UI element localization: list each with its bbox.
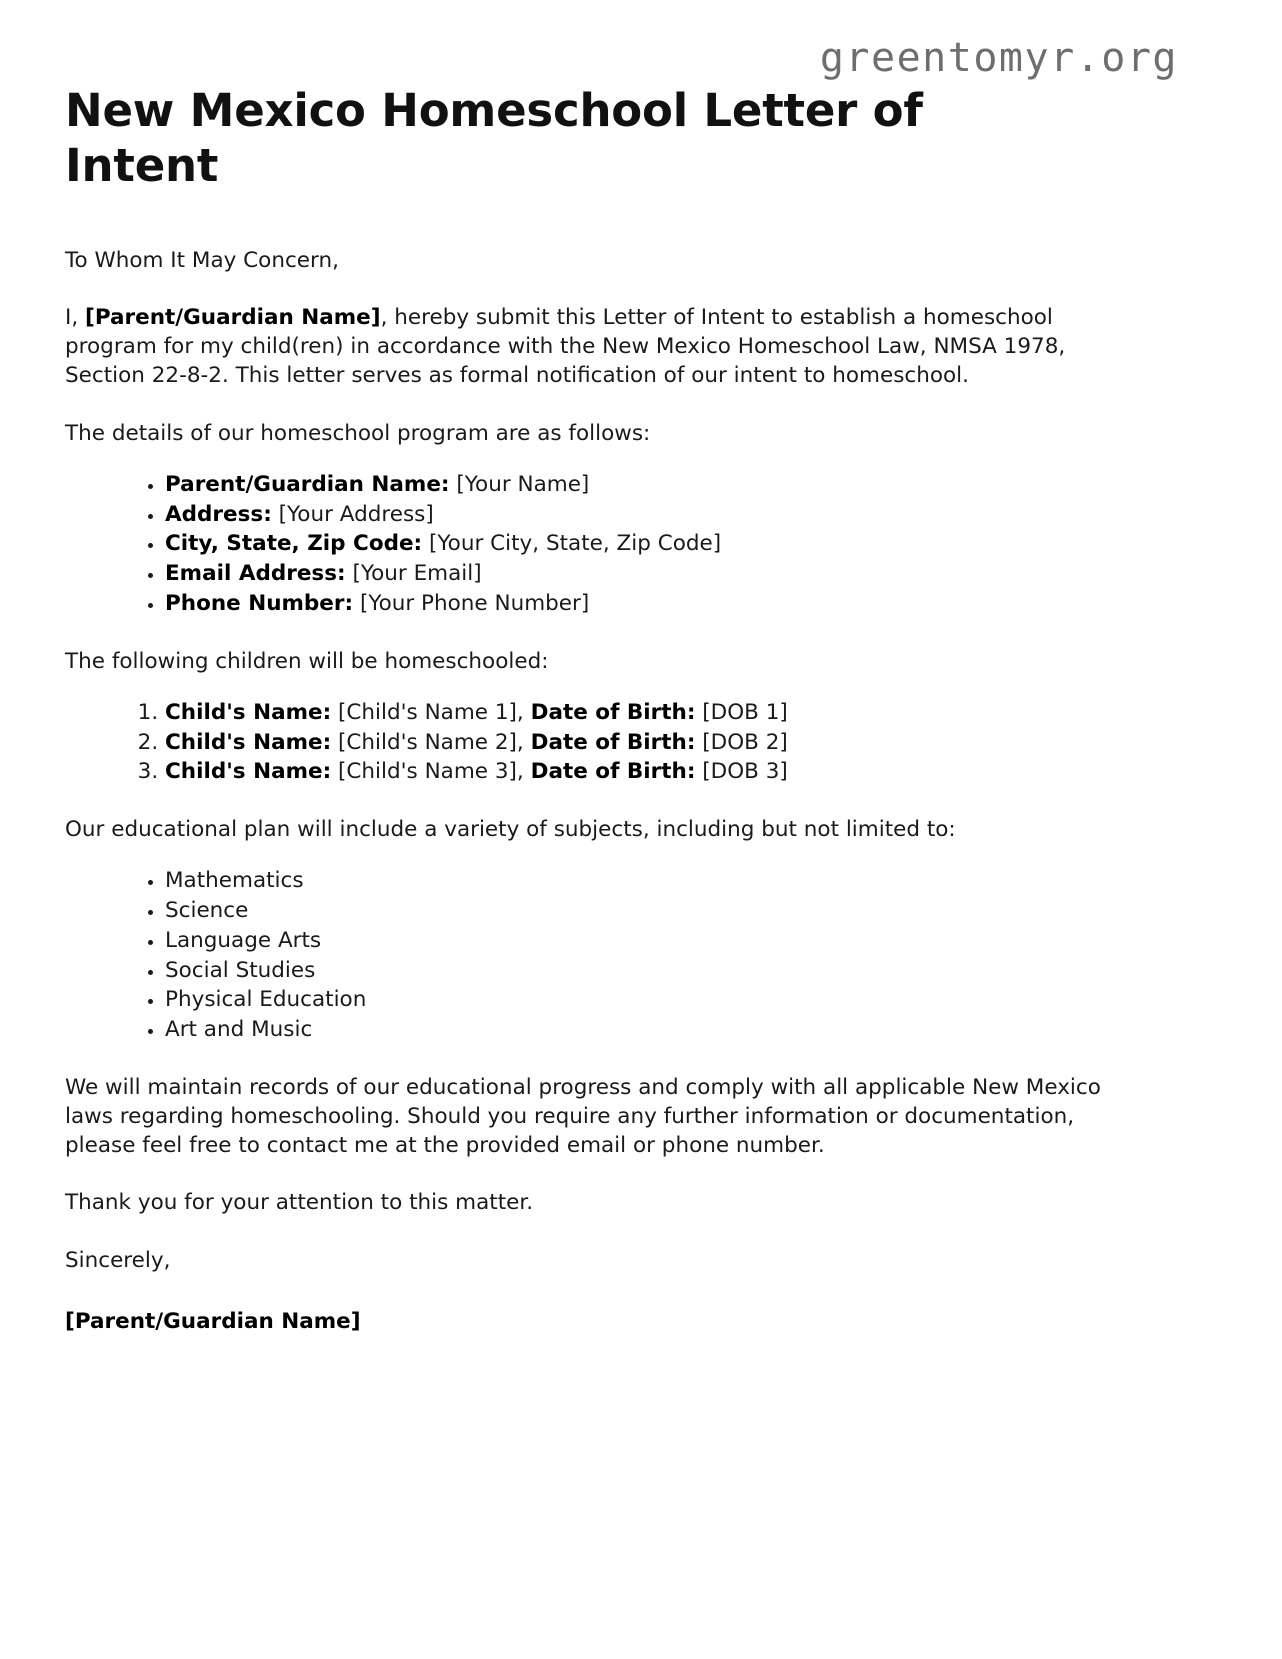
parent-details-list [143, 448, 1118, 618]
list-item: • Social Studies [165, 956, 1118, 985]
site-watermark: greentomyr.org [819, 35, 1178, 81]
list-item: • Art and Music [165, 1015, 1118, 1044]
child-dob-label: Date of Birth: [530, 699, 696, 725]
subjects-lead-paragraph: Our educational plan will include a variety of subjects, including but not limited to: [65, 817, 956, 843]
detail-value: [Your Name] [456, 471, 590, 497]
list-item [165, 698, 1118, 727]
detail-value: [Your Email] [352, 561, 482, 587]
records-paragraph: We will maintain records of our educational progress and comply with all applicable New Mexico laws regarding homeschooling. Should you require any further information or documentation, please feel free to contact me at the provided email or phone number. [65, 1074, 1101, 1159]
list-item [165, 559, 1118, 588]
page-title: New Mexico Homeschool Letter of Intent [65, 84, 923, 192]
details-lead-paragraph: The details of our homeschool program are as follows: [65, 420, 651, 446]
detail-label: Email Address: [165, 561, 346, 587]
intro-text-after: , hereby submit this Letter of Intent to establish a homeschool program for my child(ren) in accordance with the New Mexico Homeschool Law, NMSA 1978, Section 22-8-2. This letter serves as formal notification of our intent to homeschool. [65, 305, 1066, 389]
intro-paragraph [65, 275, 1118, 391]
intro-parent-name-placeholder: [Parent/Guardian Name] [85, 305, 381, 331]
list-item [165, 529, 1118, 558]
detail-label: Address: [165, 501, 272, 527]
child-name-value: [Child's Name 1], [338, 699, 524, 725]
detail-value: [Your Phone Number] [359, 590, 590, 616]
subjects-list [143, 844, 1118, 1044]
children-list [135, 676, 1118, 787]
child-dob-value: [DOB 3] [702, 759, 788, 785]
detail-label: City, State, Zip Code: [165, 531, 423, 557]
list-item: • Physical Education [165, 985, 1118, 1014]
child-name-label: Child's Name: [165, 729, 332, 755]
list-item: • Language Arts [165, 926, 1118, 955]
signature-line: [Parent/Guardian Name] [65, 1308, 361, 1334]
child-dob-label: Date of Birth: [530, 729, 696, 755]
list-item [165, 500, 1118, 529]
salutation-paragraph: To Whom It May Concern, [65, 247, 339, 273]
list-item: • Mathematics [165, 866, 1118, 895]
children-lead-paragraph: The following children will be homeschooled: [65, 648, 549, 674]
closing-paragraph: Sincerely, [65, 1247, 171, 1273]
thanks-paragraph: Thank you for your attention to this matter. [65, 1190, 534, 1216]
child-name-value: [Child's Name 2], [338, 729, 524, 755]
intro-text-before: I, [65, 305, 86, 331]
list-item [165, 589, 1118, 618]
child-name-label: Child's Name: [165, 759, 332, 785]
list-item [165, 728, 1118, 757]
child-name-value: [Child's Name 3], [338, 759, 524, 785]
list-item [165, 757, 1118, 786]
detail-value: [Your City, State, Zip Code] [429, 531, 722, 557]
detail-label: Parent/Guardian Name: [165, 471, 450, 497]
child-dob-label: Date of Birth: [530, 759, 696, 785]
detail-value: [Your Address] [278, 501, 434, 527]
child-dob-value: [DOB 1] [702, 699, 788, 725]
list-item [165, 470, 1118, 499]
child-name-label: Child's Name: [165, 699, 332, 725]
detail-label: Phone Number: [165, 590, 354, 616]
list-item: • Science [165, 896, 1118, 925]
child-dob-value: [DOB 2] [702, 729, 788, 755]
